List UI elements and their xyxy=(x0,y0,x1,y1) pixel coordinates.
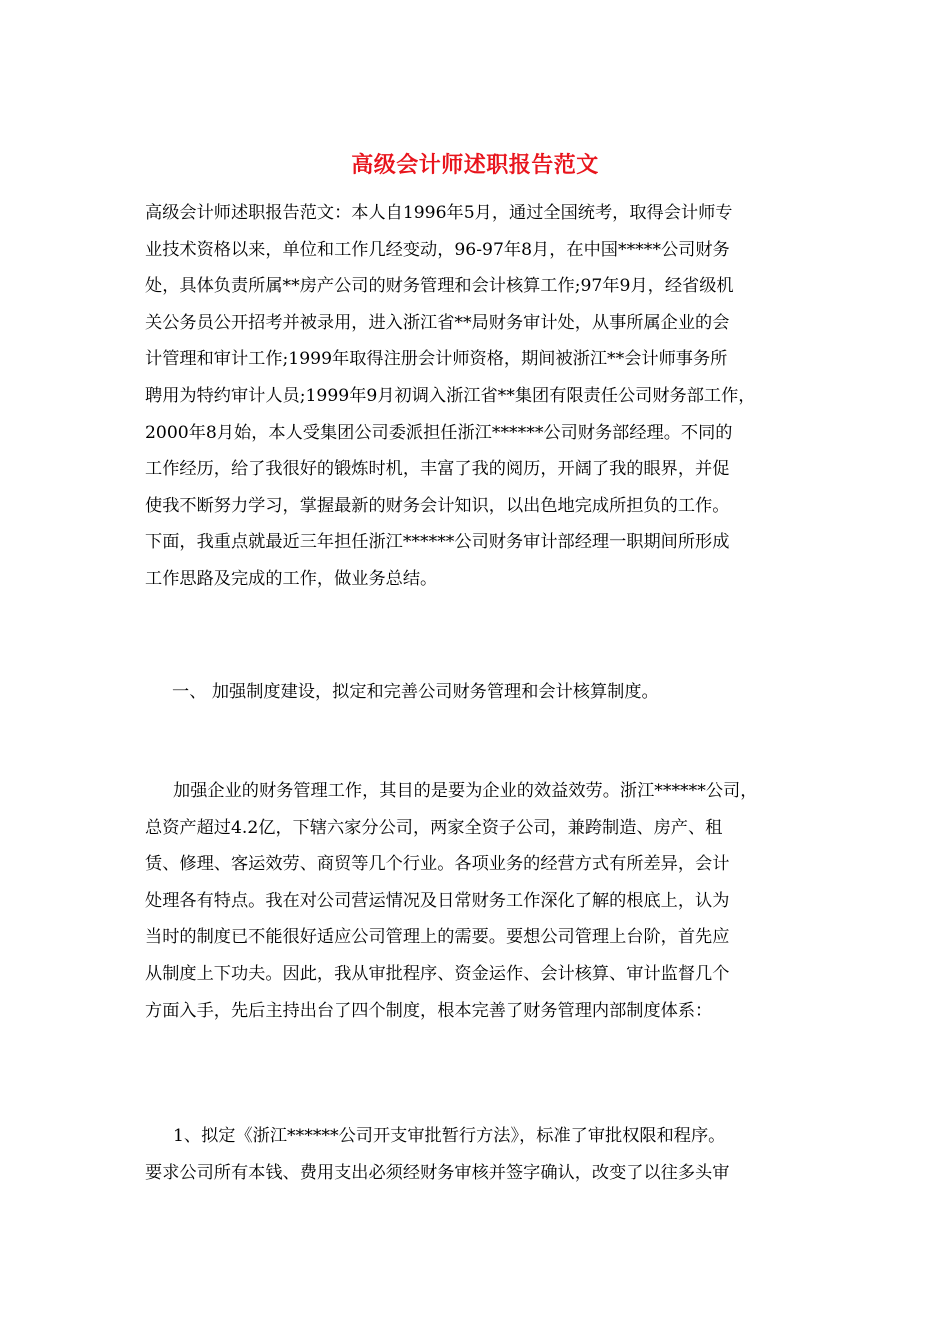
text-line: 业技术资格以来，单位和工作几经变动，96-97年8月，在中国*****公司财务 xyxy=(145,239,730,260)
text-line: 从制度上下功夫。因此，我从审批程序、资金运作、会计核算、审计监督几个 xyxy=(145,963,730,984)
document-title: 高级会计师述职报告范文 xyxy=(351,152,599,178)
text-line: 加强企业的财务管理工作，其目的是要为企业的效益效劳。浙江******公司， xyxy=(173,781,758,801)
text-line: 工作经历，给了我很好的锻炼时机，丰富了我的阅历，开阔了我的眼界，并促 xyxy=(145,459,730,480)
section-heading xyxy=(172,674,862,711)
section-heading-text: 一、 加强制度建设，拟定和完善公司财务管理和会计核算制度。 xyxy=(172,682,659,702)
text-line: 方面入手，先后主持出台了四个制度，根本完善了财务管理内部制度体系： xyxy=(145,1000,713,1021)
item-paragraph xyxy=(145,1118,835,1191)
text-line: 使我不断努力学习，掌握最新的财务会计知识，以出色地完成所担负的工作。 xyxy=(145,495,730,516)
text-line: 1、拟定《浙江******公司开支审批暂行方法》，标准了审批权限和程序。 xyxy=(173,1126,726,1146)
intro-paragraph xyxy=(145,195,835,598)
text-line: 要求公司所有本钱、费用支出必须经财务审核并签字确认，改变了以往多头审 xyxy=(145,1162,730,1183)
text-line: 总资产超过4.2亿，下辖六家分公司，两家全资子公司，兼跨制造、房产、租 xyxy=(145,817,723,838)
text-line: 当时的制度已不能很好适应公司管理上的需要。要想公司管理上台阶，首先应 xyxy=(145,927,730,948)
text-line: 2000年8月始，本人受集团公司委派担任浙江******公司财务部经理。不同的 xyxy=(145,422,733,443)
text-line: 关公务员公开招考并被录用，进入浙江省**局财务审计处，从事所属企业的会 xyxy=(145,312,730,333)
text-line: 工作思路及完成的工作，做业务总结。 xyxy=(145,568,438,589)
text-line: 处，具体负责所属**房产公司的财务管理和会计核算工作;97年9月，经省级机 xyxy=(145,276,734,297)
text-line: 下面，我重点就最近三年担任浙江******公司财务审计部经理一职期间所形成 xyxy=(145,532,730,553)
text-line: 高级会计师述职报告范文：本人自1996年5月，通过全国统考，取得会计师专 xyxy=(145,203,733,223)
text-line: 赁、修理、客运效劳、商贸等几个行业。各项业务的经营方式有所差异，会计 xyxy=(145,854,730,875)
text-line: 聘用为特约审计人员;1999年9月初调入浙江省**集团有限责任公司财务部工作， xyxy=(145,385,756,406)
text-line: 处理各有特点。我在对公司营运情况及日常财务工作深化了解的根底上，认为 xyxy=(145,890,730,911)
body-paragraph xyxy=(145,773,835,1029)
text-line: 计管理和审计工作;1999年取得注册会计师资格，期间被浙江**会计师事务所 xyxy=(145,349,728,370)
